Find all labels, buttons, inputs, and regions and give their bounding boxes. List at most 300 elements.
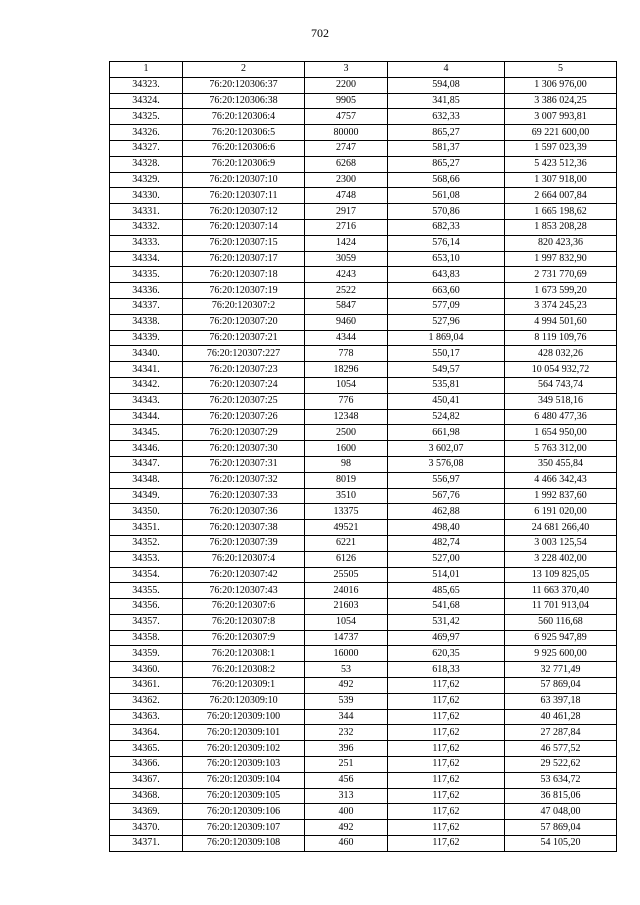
table-cell: 11 701 913,04 bbox=[505, 599, 617, 615]
table-cell: 16000 bbox=[305, 646, 388, 662]
table-cell: 24 681 266,40 bbox=[505, 520, 617, 536]
table-cell: 76:20:120307:42 bbox=[183, 567, 305, 583]
table-cell: 34362. bbox=[110, 693, 183, 709]
table-row bbox=[110, 125, 617, 141]
table-row bbox=[110, 219, 617, 235]
table-cell: 527,96 bbox=[388, 314, 505, 330]
table-cell: 396 bbox=[305, 741, 388, 757]
table-cell: 18296 bbox=[305, 362, 388, 378]
table-cell: 13375 bbox=[305, 504, 388, 520]
table-cell: 776 bbox=[305, 393, 388, 409]
table-row bbox=[110, 441, 617, 457]
table-cell: 653,10 bbox=[388, 251, 505, 267]
table-cell: 34356. bbox=[110, 599, 183, 615]
table-cell: 25505 bbox=[305, 567, 388, 583]
table-cell: 1424 bbox=[305, 235, 388, 251]
table-cell: 550,17 bbox=[388, 346, 505, 362]
table-cell: 47 048,00 bbox=[505, 804, 617, 820]
table-cell: 76:20:120307:39 bbox=[183, 535, 305, 551]
table-cell: 29 522,62 bbox=[505, 757, 617, 773]
table-cell: 34367. bbox=[110, 772, 183, 788]
table-cell: 428 032,26 bbox=[505, 346, 617, 362]
table-row bbox=[110, 741, 617, 757]
table-cell: 76:20:120307:6 bbox=[183, 599, 305, 615]
table-cell: 350 455,84 bbox=[505, 456, 617, 472]
table-cell: 76:20:120309:101 bbox=[183, 725, 305, 741]
table-cell: 865,27 bbox=[388, 125, 505, 141]
table-cell: 5847 bbox=[305, 298, 388, 314]
table-row bbox=[110, 678, 617, 694]
table-cell: 34327. bbox=[110, 140, 183, 156]
table-cell: 98 bbox=[305, 456, 388, 472]
table-cell: 76:20:120307:25 bbox=[183, 393, 305, 409]
table-cell: 57 869,04 bbox=[505, 820, 617, 836]
table-cell: 535,81 bbox=[388, 377, 505, 393]
table-row bbox=[110, 283, 617, 299]
table-cell: 564 743,74 bbox=[505, 377, 617, 393]
table-cell: 4748 bbox=[305, 188, 388, 204]
table-cell: 865,27 bbox=[388, 156, 505, 172]
table-cell: 49521 bbox=[305, 520, 388, 536]
table-cell: 2917 bbox=[305, 204, 388, 220]
table-cell: 34357. bbox=[110, 614, 183, 630]
table-cell: 76:20:120307:19 bbox=[183, 283, 305, 299]
table-row bbox=[110, 456, 617, 472]
table-cell: 117,62 bbox=[388, 804, 505, 820]
table-cell: 8019 bbox=[305, 472, 388, 488]
table-row bbox=[110, 362, 617, 378]
table-cell: 341,85 bbox=[388, 93, 505, 109]
table-row bbox=[110, 346, 617, 362]
table-cell: 498,40 bbox=[388, 520, 505, 536]
table-cell: 27 287,84 bbox=[505, 725, 617, 741]
table-row bbox=[110, 583, 617, 599]
table-cell: 4243 bbox=[305, 267, 388, 283]
table-cell: 524,82 bbox=[388, 409, 505, 425]
table-cell: 3 007 993,81 bbox=[505, 109, 617, 125]
table-cell: 1 673 599,20 bbox=[505, 283, 617, 299]
table-cell: 34358. bbox=[110, 630, 183, 646]
table-row bbox=[110, 172, 617, 188]
table-cell: 6268 bbox=[305, 156, 388, 172]
table-cell: 567,76 bbox=[388, 488, 505, 504]
table-cell: 577,09 bbox=[388, 298, 505, 314]
table-row bbox=[110, 409, 617, 425]
table-cell: 232 bbox=[305, 725, 388, 741]
table-cell: 3 386 024,25 bbox=[505, 93, 617, 109]
table-row bbox=[110, 393, 617, 409]
table-row bbox=[110, 535, 617, 551]
table-cell: 34331. bbox=[110, 204, 183, 220]
table-row bbox=[110, 757, 617, 773]
table-cell: 492 bbox=[305, 820, 388, 836]
table-cell: 34332. bbox=[110, 219, 183, 235]
table-cell: 34346. bbox=[110, 441, 183, 457]
table-cell: 34339. bbox=[110, 330, 183, 346]
table-row bbox=[110, 504, 617, 520]
table-cell: 54 105,20 bbox=[505, 836, 617, 852]
table-cell: 76:20:120307:12 bbox=[183, 204, 305, 220]
table-row bbox=[110, 472, 617, 488]
table-cell: 9 925 600,00 bbox=[505, 646, 617, 662]
table-cell: 34326. bbox=[110, 125, 183, 141]
table-cell: 76:20:120307:30 bbox=[183, 441, 305, 457]
table-cell: 34355. bbox=[110, 583, 183, 599]
table-cell: 2200 bbox=[305, 77, 388, 93]
table-cell: 400 bbox=[305, 804, 388, 820]
table-cell: 80000 bbox=[305, 125, 388, 141]
table-cell: 76:20:120307:33 bbox=[183, 488, 305, 504]
table-row bbox=[110, 820, 617, 836]
table-cell: 34370. bbox=[110, 820, 183, 836]
table-cell: 76:20:120309:102 bbox=[183, 741, 305, 757]
table-cell: 643,83 bbox=[388, 267, 505, 283]
table-cell: 527,00 bbox=[388, 551, 505, 567]
table-cell: 46 577,52 bbox=[505, 741, 617, 757]
table-cell: 2716 bbox=[305, 219, 388, 235]
table-cell: 34349. bbox=[110, 488, 183, 504]
table-cell: 482,74 bbox=[388, 535, 505, 551]
table-cell: 76:20:120307:9 bbox=[183, 630, 305, 646]
table-cell: 40 461,28 bbox=[505, 709, 617, 725]
table-cell: 117,62 bbox=[388, 741, 505, 757]
table-row bbox=[110, 109, 617, 125]
table-cell: 76:20:120307:4 bbox=[183, 551, 305, 567]
table-cell: 76:20:120309:105 bbox=[183, 788, 305, 804]
table-cell: 514,01 bbox=[388, 567, 505, 583]
table-cell: 3 374 245,23 bbox=[505, 298, 617, 314]
table-cell: 469,97 bbox=[388, 630, 505, 646]
column-header: 1 bbox=[110, 62, 183, 78]
table-cell: 34364. bbox=[110, 725, 183, 741]
table-cell: 594,08 bbox=[388, 77, 505, 93]
table-row bbox=[110, 772, 617, 788]
table-cell: 34365. bbox=[110, 741, 183, 757]
table-cell: 462,88 bbox=[388, 504, 505, 520]
table-cell: 34354. bbox=[110, 567, 183, 583]
table-row bbox=[110, 630, 617, 646]
table-cell: 34353. bbox=[110, 551, 183, 567]
cadastral-table bbox=[109, 61, 617, 852]
table-cell: 4757 bbox=[305, 109, 388, 125]
table-row bbox=[110, 488, 617, 504]
table-cell: 76:20:120307:2 bbox=[183, 298, 305, 314]
table-cell: 632,33 bbox=[388, 109, 505, 125]
table-cell: 76:20:120307:31 bbox=[183, 456, 305, 472]
table-cell: 69 221 600,00 bbox=[505, 125, 617, 141]
table-cell: 3 576,08 bbox=[388, 456, 505, 472]
table-cell: 76:20:120307:227 bbox=[183, 346, 305, 362]
table-row bbox=[110, 204, 617, 220]
table-cell: 76:20:120307:24 bbox=[183, 377, 305, 393]
table-row bbox=[110, 425, 617, 441]
table-row bbox=[110, 614, 617, 630]
table-cell: 14737 bbox=[305, 630, 388, 646]
table-row bbox=[110, 725, 617, 741]
table-cell: 541,68 bbox=[388, 599, 505, 615]
table-cell: 6 480 477,36 bbox=[505, 409, 617, 425]
table-cell: 618,33 bbox=[388, 662, 505, 678]
table-cell: 34330. bbox=[110, 188, 183, 204]
table-cell: 9460 bbox=[305, 314, 388, 330]
table-cell: 450,41 bbox=[388, 393, 505, 409]
table-cell: 76:20:120306:9 bbox=[183, 156, 305, 172]
table-cell: 531,42 bbox=[388, 614, 505, 630]
table-row bbox=[110, 267, 617, 283]
table-cell: 1 853 208,28 bbox=[505, 219, 617, 235]
table-row bbox=[110, 93, 617, 109]
table-cell: 3510 bbox=[305, 488, 388, 504]
table-cell: 663,60 bbox=[388, 283, 505, 299]
table-cell: 76:20:120307:20 bbox=[183, 314, 305, 330]
table-cell: 34361. bbox=[110, 678, 183, 694]
table-cell: 76:20:120307:8 bbox=[183, 614, 305, 630]
column-header: 2 bbox=[183, 62, 305, 78]
column-header: 3 bbox=[305, 62, 388, 78]
table-cell: 1 665 198,62 bbox=[505, 204, 617, 220]
table-row bbox=[110, 804, 617, 820]
table-cell: 820 423,36 bbox=[505, 235, 617, 251]
table-cell: 10 054 932,72 bbox=[505, 362, 617, 378]
table-row bbox=[110, 599, 617, 615]
table-row bbox=[110, 314, 617, 330]
table-cell: 34323. bbox=[110, 77, 183, 93]
table-cell: 682,33 bbox=[388, 219, 505, 235]
table-cell: 4 466 342,43 bbox=[505, 472, 617, 488]
table-cell: 8 119 109,76 bbox=[505, 330, 617, 346]
table-cell: 76:20:120307:23 bbox=[183, 362, 305, 378]
table-cell: 24016 bbox=[305, 583, 388, 599]
table-row bbox=[110, 298, 617, 314]
table-cell: 21603 bbox=[305, 599, 388, 615]
table-cell: 117,62 bbox=[388, 678, 505, 694]
table-cell: 5 763 312,00 bbox=[505, 441, 617, 457]
table-row bbox=[110, 836, 617, 852]
page-number: 702 bbox=[311, 26, 329, 40]
table-cell: 34368. bbox=[110, 788, 183, 804]
table-cell: 251 bbox=[305, 757, 388, 773]
table-cell: 2 664 007,84 bbox=[505, 188, 617, 204]
table-cell: 1 597 023,39 bbox=[505, 140, 617, 156]
table-cell: 76:20:120308:1 bbox=[183, 646, 305, 662]
table-cell: 1 654 950,00 bbox=[505, 425, 617, 441]
table-cell: 76:20:120309:107 bbox=[183, 820, 305, 836]
table-cell: 117,62 bbox=[388, 709, 505, 725]
table-cell: 581,37 bbox=[388, 140, 505, 156]
table-cell: 34334. bbox=[110, 251, 183, 267]
table-cell: 34345. bbox=[110, 425, 183, 441]
table-cell: 34341. bbox=[110, 362, 183, 378]
table-cell: 349 518,16 bbox=[505, 393, 617, 409]
table-cell: 34333. bbox=[110, 235, 183, 251]
table-cell: 76:20:120307:21 bbox=[183, 330, 305, 346]
table-row bbox=[110, 77, 617, 93]
table-cell: 492 bbox=[305, 678, 388, 694]
table-cell: 6221 bbox=[305, 535, 388, 551]
table-cell: 76:20:120307:18 bbox=[183, 267, 305, 283]
table-cell: 34340. bbox=[110, 346, 183, 362]
table-cell: 53 634,72 bbox=[505, 772, 617, 788]
table-cell: 76:20:120307:15 bbox=[183, 235, 305, 251]
table-cell: 34369. bbox=[110, 804, 183, 820]
table-row bbox=[110, 567, 617, 583]
table-cell: 570,86 bbox=[388, 204, 505, 220]
table-cell: 1 997 832,90 bbox=[505, 251, 617, 267]
table-cell: 344 bbox=[305, 709, 388, 725]
table-cell: 63 397,18 bbox=[505, 693, 617, 709]
table-cell: 34343. bbox=[110, 393, 183, 409]
table-cell: 3059 bbox=[305, 251, 388, 267]
table-cell: 456 bbox=[305, 772, 388, 788]
table-cell: 12348 bbox=[305, 409, 388, 425]
table-row bbox=[110, 156, 617, 172]
table-cell: 117,62 bbox=[388, 693, 505, 709]
table-cell: 34359. bbox=[110, 646, 183, 662]
table-cell: 34329. bbox=[110, 172, 183, 188]
table-row bbox=[110, 235, 617, 251]
table-cell: 2522 bbox=[305, 283, 388, 299]
table-cell: 34324. bbox=[110, 93, 183, 109]
table-cell: 2500 bbox=[305, 425, 388, 441]
table-row bbox=[110, 709, 617, 725]
table-cell: 76:20:120307:43 bbox=[183, 583, 305, 599]
table-cell: 76:20:120307:11 bbox=[183, 188, 305, 204]
table-cell: 778 bbox=[305, 346, 388, 362]
table-cell: 76:20:120307:32 bbox=[183, 472, 305, 488]
table-cell: 76:20:120306:38 bbox=[183, 93, 305, 109]
table-cell: 1 307 918,00 bbox=[505, 172, 617, 188]
table-row bbox=[110, 551, 617, 567]
table-cell: 1600 bbox=[305, 441, 388, 457]
table-cell: 661,98 bbox=[388, 425, 505, 441]
table-cell: 3 003 125,54 bbox=[505, 535, 617, 551]
table-cell: 117,62 bbox=[388, 820, 505, 836]
table-cell: 76:20:120309:10 bbox=[183, 693, 305, 709]
table-cell: 117,62 bbox=[388, 772, 505, 788]
table-cell: 76:20:120307:38 bbox=[183, 520, 305, 536]
table-cell: 549,57 bbox=[388, 362, 505, 378]
table-cell: 76:20:120309:104 bbox=[183, 772, 305, 788]
table-cell: 34348. bbox=[110, 472, 183, 488]
table-cell: 34342. bbox=[110, 377, 183, 393]
table-cell: 1054 bbox=[305, 377, 388, 393]
table-cell: 1 992 837,60 bbox=[505, 488, 617, 504]
table-row bbox=[110, 693, 617, 709]
table-cell: 3 602,07 bbox=[388, 441, 505, 457]
table-cell: 34347. bbox=[110, 456, 183, 472]
table-cell: 76:20:120309:103 bbox=[183, 757, 305, 773]
table-cell: 485,65 bbox=[388, 583, 505, 599]
table-cell: 76:20:120308:2 bbox=[183, 662, 305, 678]
table-cell: 34338. bbox=[110, 314, 183, 330]
table-cell: 34325. bbox=[110, 109, 183, 125]
table-cell: 6 925 947,89 bbox=[505, 630, 617, 646]
table-cell: 57 869,04 bbox=[505, 678, 617, 694]
table-cell: 4 994 501,60 bbox=[505, 314, 617, 330]
table-cell: 568,66 bbox=[388, 172, 505, 188]
table-body bbox=[110, 77, 617, 851]
table-cell: 76:20:120307:14 bbox=[183, 219, 305, 235]
table-cell: 3 228 402,00 bbox=[505, 551, 617, 567]
table-cell: 34351. bbox=[110, 520, 183, 536]
table-row bbox=[110, 330, 617, 346]
table-cell: 34335. bbox=[110, 267, 183, 283]
table-cell: 76:20:120309:108 bbox=[183, 836, 305, 852]
table-cell: 76:20:120307:10 bbox=[183, 172, 305, 188]
table-cell: 117,62 bbox=[388, 725, 505, 741]
table-cell: 76:20:120309:106 bbox=[183, 804, 305, 820]
table-cell: 4344 bbox=[305, 330, 388, 346]
table-cell: 1054 bbox=[305, 614, 388, 630]
table-row bbox=[110, 788, 617, 804]
table-cell: 76:20:120307:36 bbox=[183, 504, 305, 520]
table-cell: 34360. bbox=[110, 662, 183, 678]
table-cell: 313 bbox=[305, 788, 388, 804]
table-row bbox=[110, 377, 617, 393]
table-cell: 34350. bbox=[110, 504, 183, 520]
table-cell: 34328. bbox=[110, 156, 183, 172]
table-cell: 76:20:120307:17 bbox=[183, 251, 305, 267]
table-cell: 34344. bbox=[110, 409, 183, 425]
table-cell: 76:20:120309:100 bbox=[183, 709, 305, 725]
table-cell: 2300 bbox=[305, 172, 388, 188]
table-row bbox=[110, 140, 617, 156]
table-cell: 1 306 976,00 bbox=[505, 77, 617, 93]
table-cell: 34371. bbox=[110, 836, 183, 852]
table-cell: 76:20:120306:37 bbox=[183, 77, 305, 93]
table-cell: 34337. bbox=[110, 298, 183, 314]
table-cell: 32 771,49 bbox=[505, 662, 617, 678]
table-cell: 460 bbox=[305, 836, 388, 852]
table-cell: 76:20:120307:29 bbox=[183, 425, 305, 441]
table-cell: 76:20:120309:1 bbox=[183, 678, 305, 694]
table-row bbox=[110, 646, 617, 662]
table-row bbox=[110, 251, 617, 267]
column-header: 4 bbox=[388, 62, 505, 78]
table-cell: 117,62 bbox=[388, 757, 505, 773]
table-cell: 6 191 020,00 bbox=[505, 504, 617, 520]
table-header-row bbox=[110, 62, 617, 78]
table-row bbox=[110, 520, 617, 536]
table-cell: 11 663 370,40 bbox=[505, 583, 617, 599]
table-cell: 561,08 bbox=[388, 188, 505, 204]
table-cell: 6126 bbox=[305, 551, 388, 567]
table-cell: 13 109 825,05 bbox=[505, 567, 617, 583]
table-cell: 34366. bbox=[110, 757, 183, 773]
table-cell: 117,62 bbox=[388, 788, 505, 804]
table-cell: 53 bbox=[305, 662, 388, 678]
table-cell: 9905 bbox=[305, 93, 388, 109]
table-cell: 5 423 512,36 bbox=[505, 156, 617, 172]
table-cell: 76:20:120306:6 bbox=[183, 140, 305, 156]
table-cell: 620,35 bbox=[388, 646, 505, 662]
table-cell: 34363. bbox=[110, 709, 183, 725]
table-cell: 34336. bbox=[110, 283, 183, 299]
table-cell: 76:20:120306:4 bbox=[183, 109, 305, 125]
table-cell: 2747 bbox=[305, 140, 388, 156]
table-cell: 1 869,04 bbox=[388, 330, 505, 346]
column-header: 5 bbox=[505, 62, 617, 78]
table-cell: 556,97 bbox=[388, 472, 505, 488]
table-cell: 117,62 bbox=[388, 836, 505, 852]
table-cell: 539 bbox=[305, 693, 388, 709]
table-cell: 76:20:120306:5 bbox=[183, 125, 305, 141]
table-row bbox=[110, 662, 617, 678]
table-cell: 76:20:120307:26 bbox=[183, 409, 305, 425]
table-cell: 576,14 bbox=[388, 235, 505, 251]
table-row bbox=[110, 188, 617, 204]
table-cell: 560 116,68 bbox=[505, 614, 617, 630]
